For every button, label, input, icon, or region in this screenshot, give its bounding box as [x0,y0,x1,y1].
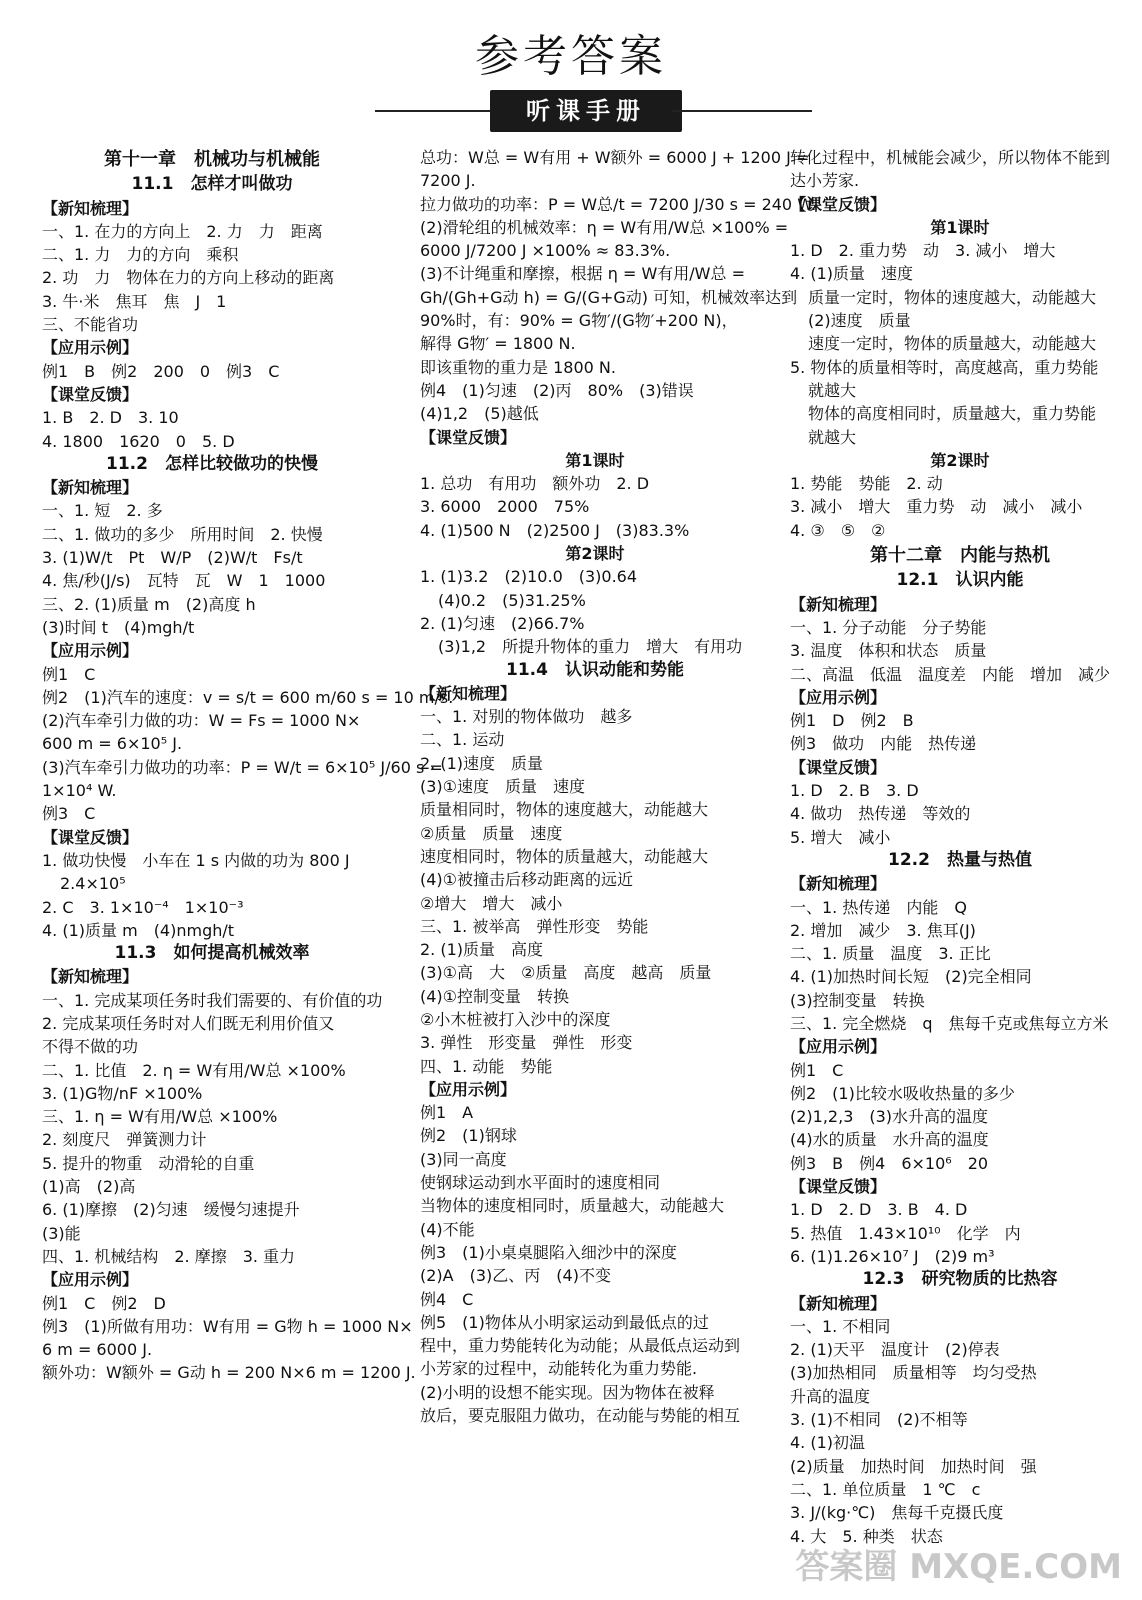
watermark-logo: 答案圈 MXQE.COM [795,1547,1122,1587]
answer-line: 1. 总功 有用功 额外功 2. D [420,474,650,494]
answer-line: 拉力做功的功率：P = W总/t = 7200 J/30 s = 240 W. [420,194,817,214]
answer-line: 质量相同时，物体的速度越大，动能越大 [420,800,709,820]
section-banner: 听课手册 [490,90,682,132]
answer-line: (1)高 (2)高 [42,1177,136,1197]
answer-line: 速度一定时，物体的质量越大，动能越大 [808,334,1097,354]
answer-line: 一、1. 短 2. 多 [42,501,163,521]
subsection-label: 【课堂反馈】 [42,384,139,404]
answer-line: 例1 D 例2 B [790,711,914,731]
answer-line: 5. 物体的质量相等时，高度越高，重力势能 [790,357,1099,377]
answer-line: 二、1. 质量 温度 3. 正比 [790,944,991,964]
answer-line: ②增大 增大 减小 [420,893,563,913]
answer-line: 例4 (1)匀速 (2)丙 80% (3)错误 [420,380,694,400]
answer-line: 4. 做功 热传递 等效的 [790,804,971,824]
answer-line: 2. 完成某项任务时对人们既无利用价值又 [42,1013,335,1033]
answer-column-3 [790,146,1130,1548]
lesson-label: 第2课时 [930,450,990,470]
answer-line: 即该重物的重力是 1800 N. [420,357,616,377]
answer-line: 速度相同时，物体的质量越大，动能越大 [420,846,709,866]
subsection-label: 【课堂反馈】 [790,757,887,777]
subsection-label: 【新知梳理】 [42,478,139,498]
subsection-label: 【课堂反馈】 [790,194,887,214]
answer-line: 5. 增大 减小 [790,827,891,847]
subsection-label: 【应用示例】 [42,641,139,661]
answer-line: 一、1. 热传递 内能 Q [790,897,967,917]
answer-line: ②小木桩被打入沙中的深度 [420,1009,611,1029]
answer-line: 使钢球运动到水平面时的速度相同 [420,1173,661,1193]
answer-line: 一、1. 对别的物体做功 越多 [420,707,633,727]
answer-line: 3. 减小 增大 重力势 动 减小 减小 [790,497,1083,517]
answer-line: (2)速度 质量 [808,311,911,331]
answer-line: 2. (1)天平 温度计 (2)停表 [790,1340,1000,1360]
answer-line: (3)时间 t (4)mgh/t [42,617,195,637]
answer-line: 3. (1)W/t Pt W/P (2)W/t Fs/t [42,548,303,568]
answer-line: (2)质量 加热时间 加热时间 强 [790,1456,1037,1476]
answer-line: 例3 做功 内能 热传递 [790,734,977,754]
answer-line: (3)不计绳重和摩擦，根据 η = W有用/W总 = [420,264,745,284]
answer-line: 3. 弹性 形变量 弹性 形变 [420,1033,633,1053]
answer-line: 四、1. 动能 势能 [420,1056,553,1076]
section-heading: 11.2 怎样比较做功的快慢 [106,453,318,474]
answer-line: 达小芳家. [790,171,860,191]
answer-line: 转化过程中，机械能会减少，所以物体不能到 [790,148,1111,167]
subsection-label: 【应用示例】 [42,1270,139,1290]
chapter-heading: 第十二章 内能与热机 [870,545,1050,567]
answer-line: 二、1. 单位质量 1 ℃ c [790,1479,981,1499]
subsection-label: 【应用示例】 [42,338,139,358]
answer-line: (4)水的质量 水升高的温度 [790,1130,989,1150]
answer-line: 3. 温度 体积和状态 质量 [790,641,987,661]
answer-line: 一、1. 不相同 [790,1316,891,1336]
subsection-label: 【课堂反馈】 [420,427,517,447]
answer-line: 例1 B 例2 200 0 例3 C [42,361,280,381]
answer-line: 解得 G物′ = 1800 N. [420,334,576,354]
title-rule-left [375,110,500,112]
answer-line: 放后，要克服阻力做功，在动能与势能的相互 [420,1406,741,1426]
answer-line: 小芳家的过程中，动能转化为重力势能. [420,1359,698,1379]
subsection-label: 【新知梳理】 [790,874,887,894]
answer-line: 3. 6000 2000 75% [420,497,590,517]
answer-line: (4)0.2 (5)31.25% [438,590,586,610]
answer-line: 一、1. 在力的方向上 2. 力 力 距离 [42,221,323,241]
answer-line: 三、不能省功 [42,315,139,335]
answer-line: 4. (1)初温 [790,1433,866,1453]
answer-line: Gh/(Gh+G动 h) = G/(G+G动) 可知，机械效率达到 [420,287,798,307]
answer-line: 例3 B 例4 6×10⁶ 20 [790,1153,989,1173]
answer-line: (4)①被撞击后移动距离的远近 [420,870,634,890]
answer-line: 例1 C [42,664,96,684]
answer-line: 1×10⁴ W. [42,781,117,801]
answer-line: 例2 (1)比较水吸收热量的多少 [790,1083,1015,1103]
subsection-label: 【新知梳理】 [42,198,139,218]
title-rule-right [672,110,812,112]
answer-line: 6000 J/7200 J ×100% ≈ 83.3%. [420,241,671,261]
answer-line: 1. 势能 势能 2. 动 [790,474,943,494]
answer-line: 二、1. 做功的多少 所用时间 2. 快慢 [42,524,323,544]
answer-line: 6. (1)摩擦 (2)匀速 缓慢匀速提升 [42,1200,300,1220]
answer-line: (2)汽车牵引力做的功：W = Fs = 1000 N× [42,711,361,731]
answer-line: (3)①高 大 ②质量 高度 越高 质量 [420,963,712,983]
answer-line: 就越大 [808,380,857,400]
section-heading: 12.1 认识内能 [896,570,1024,591]
answer-line: 2. (1)速度 质量 [420,753,544,773]
answer-line: 1. D 2. B 3. D [790,781,919,801]
answer-line: 4. (1)质量 m (4)nmgh/t [42,920,235,940]
answer-line: 二、1. 力 力的方向 乘积 [42,245,239,265]
answer-line: 例5 (1)物体从小明家运动到最低点的过 [420,1312,709,1332]
subsection-label: 【应用示例】 [420,1079,517,1099]
answer-line: 总功：W总 = W有用 + W额外 = 6000 J + 1200 J = [420,148,810,167]
answer-line: 三、1. 被举高 弹性形变 势能 [420,916,649,936]
answer-line: 1. D 2. 重力势 动 3. 减小 增大 [790,241,1056,261]
answer-line: (3)加热相同 质量相等 均匀受热 [790,1363,1037,1383]
answer-line: 二、1. 比值 2. η = W有用/W总 ×100% [42,1060,346,1080]
section-heading: 11.3 如何提高机械效率 [114,943,310,964]
subsection-label: 【应用示例】 [790,1037,887,1057]
answer-line: 例2 (1)汽车的速度：v = s/t = 600 m/60 s = 10 m/s. [42,687,454,707]
subsection-label: 【新知梳理】 [790,1293,887,1313]
answer-line: 5. 提升的物重 动滑轮的自重 [42,1153,255,1173]
answer-line: 例4 C [420,1289,474,1309]
answer-line: 4. ③ ⑤ ② [790,520,886,540]
answer-line: 二、1. 运动 [420,730,505,750]
answer-line: 7200 J. [420,171,476,191]
answer-line: 例1 C 例2 D [42,1293,166,1313]
answer-line: 4. (1)500 N (2)2500 J (3)83.3% [420,520,690,540]
answer-line: 1. 做功快慢 小车在 1 s 内做的功为 800 J [42,850,350,870]
answer-line: 4. (1)质量 速度 [790,264,914,284]
answer-line: 3. (1)G物/nF ×100% [42,1083,203,1103]
answer-line: 三、1. 完全燃烧 q 焦每千克或焦每立方米 [790,1013,1109,1033]
subsection-label: 【新知梳理】 [420,683,517,703]
section-heading: 11.1 怎样才叫做功 [131,174,293,195]
answer-line: 一、1. 分子动能 分子势能 [790,617,987,637]
answer-line: (2)滑轮组的机械效率：η = W有用/W总 ×100% = [420,217,789,237]
answer-line: 4. 大 5. 种类 状态 [790,1526,943,1546]
answer-line: 4. 焦/秒(J/s) 瓦特 瓦 W 1 1000 [42,571,326,591]
answer-line: 物体的高度相同时，质量越大，重力势能 [808,404,1097,424]
subsection-label: 【课堂反馈】 [790,1177,887,1197]
answer-line: 5. 热值 1.43×10¹⁰ 化学 内 [790,1223,1021,1243]
answer-line: 例3 (1)小桌桌腿陷入细沙中的深度 [420,1242,677,1262]
answer-line: (3)1,2 所提升物体的重力 增大 有用功 [438,637,743,657]
answer-line: 例3 C [42,804,96,824]
section-heading: 12.2 热量与热值 [888,849,1032,870]
answer-line: (2)1,2,3 (3)水升高的温度 [790,1107,989,1127]
subsection-label: 【新知梳理】 [42,967,139,987]
subsection-label: 【新知梳理】 [790,594,887,614]
answer-line: 2. (1)匀速 (2)66.7% [420,613,585,633]
answer-line: 就越大 [808,427,857,447]
section-heading: 11.4 认识动能和势能 [506,659,684,680]
answer-line: 6. (1)1.26×10⁷ J (2)9 m³ [790,1246,995,1266]
answer-line: (3)同一高度 [420,1149,507,1169]
section-heading: 12.3 研究物质的比热容 [862,1269,1058,1290]
answer-line: 二、高温 低温 温度差 内能 增加 减少 [790,664,1111,684]
answer-line: 2. C 3. 1×10⁻⁴ 1×10⁻³ [42,897,244,917]
answer-line: 程中，重力势能转化为动能；从最低点运动到 [420,1336,741,1356]
answer-line: 2. 增加 减少 3. 焦耳(J) [790,920,976,940]
answer-line: (2)A (3)乙、丙 (4)不变 [420,1266,611,1286]
answer-line: 2. 刻度尺 弹簧测力计 [42,1130,207,1150]
answer-line: 3. J/(kg·℃) 焦每千克摄氏度 [790,1503,1004,1523]
answer-line: (3)汽车牵引力做功的功率：P = W/t = 6×10⁵ J/60 s = [42,757,443,777]
answer-line: 例3 (1)所做有用功：W有用 = G物 h = 1000 N× [42,1316,413,1336]
answer-line: 额外功：W额外 = G动 h = 200 N×6 m = 1200 J. [42,1363,416,1383]
answer-line: 1. (1)3.2 (2)10.0 (3)0.64 [420,567,638,587]
answer-line: 2.4×10⁵ [60,874,126,894]
answer-line: 三、2. (1)质量 m (2)高度 h [42,594,256,614]
lesson-label: 第1课时 [565,450,625,470]
answer-line: 当物体的速度相同时，质量越大，动能越大 [420,1196,725,1216]
answer-line: 6 m = 6000 J. [42,1340,153,1360]
answer-line: 4. (1)加热时间长短 (2)完全相同 [790,967,1032,987]
answer-line: 1. B 2. D 3. 10 [42,408,179,428]
subsection-label: 【应用示例】 [790,687,887,707]
answer-line: 1. D 2. D 3. B 4. D [790,1200,968,1220]
subsection-label: 【课堂反馈】 [42,827,139,847]
lesson-label: 第2课时 [565,544,625,564]
answer-line: (4)①控制变量 转换 [420,986,570,1006]
answer-line: 4. 1800 1620 0 5. D [42,431,235,451]
page-title: 参考答案 [475,31,667,82]
answer-line: 一、1. 完成某项任务时我们需要的、有价值的功 [42,990,383,1010]
answer-line: (2)小明的设想不能实现。因为物体在被释 [420,1382,715,1402]
answer-line: (4)不能 [420,1219,475,1239]
answer-line: (4)1,2 (5)越低 [420,404,539,424]
answer-line: 2. 功 力 物体在力的方向上移动的距离 [42,268,335,288]
answer-line: (3)能 [42,1223,81,1243]
answer-line: 例1 C [790,1060,844,1080]
answer-line: 600 m = 6×10⁵ J. [42,734,183,754]
answer-line: 3. 牛·米 焦耳 焦 J 1 [42,291,227,311]
answer-line: 质量一定时，物体的速度越大，动能越大 [808,287,1097,307]
chapter-heading: 第十一章 机械功与机械能 [104,149,320,170]
answer-line: 四、1. 机械结构 2. 摩擦 3. 重力 [42,1246,296,1266]
answer-line: 三、1. η = W有用/W总 ×100% [42,1107,278,1127]
answer-line: ②质量 质量 速度 [420,823,563,843]
answer-line: 升高的温度 [790,1386,871,1406]
lesson-label: 第1课时 [930,217,990,237]
answer-line: (3)①速度 质量 速度 [420,777,586,797]
answer-line: 2. (1)质量 高度 [420,940,544,960]
answer-line: 例2 (1)钢球 [420,1126,517,1146]
answer-line: 90%时，有：90% = G物′/(G物′+200 N)， [420,311,738,331]
answer-line: 3. (1)不相同 (2)不相等 [790,1410,968,1430]
answer-line: 不得不做的功 [42,1037,139,1057]
answer-line: 例1 A [420,1103,474,1123]
answer-line: (3)控制变量 转换 [790,990,925,1010]
